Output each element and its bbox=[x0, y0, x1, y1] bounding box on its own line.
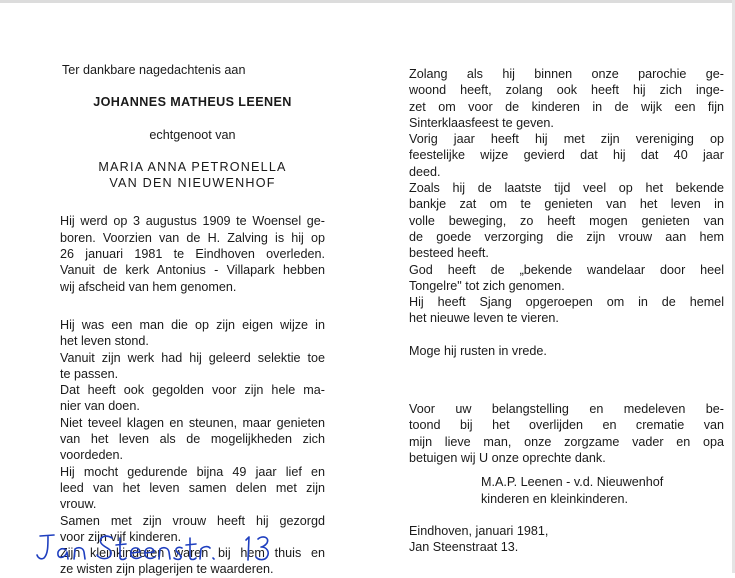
address: Jan Steenstraat 13. bbox=[409, 540, 519, 555]
thanks-paragraph bbox=[409, 401, 724, 466]
text-line: ze wisten zijn plagerijen te waarderen. bbox=[60, 562, 274, 577]
left-column bbox=[60, 62, 325, 578]
top-border bbox=[0, 0, 735, 3]
text-line: leed van het leven samen delen met zijn bbox=[60, 480, 325, 495]
text-line: de goede verzorging die zijn vrouw aan hem bbox=[409, 229, 724, 244]
rest-in-peace-text: Moge hij rusten in vrede. bbox=[409, 343, 547, 358]
deceased-name: JOHANNES MATHEUS LEENEN bbox=[93, 95, 292, 110]
spouse-intro: echtgenoot van bbox=[149, 127, 236, 142]
spouse-name-line1: MARIA ANNA PETRONELLA bbox=[98, 159, 287, 174]
text-line: voordeden. bbox=[60, 448, 124, 463]
text-line: 26 januari 1981 te Eindhoven overleden. bbox=[60, 247, 325, 262]
text-line: Hij werd op 3 augustus 1909 te Woensel ge- bbox=[60, 214, 325, 229]
text-line: Zijn kleinkinderen waren bij hem thuis en bbox=[60, 546, 325, 561]
text-line: besteed heeft. bbox=[409, 246, 489, 261]
spouse-name-line2: VAN DEN NIEUWENHOF bbox=[109, 176, 276, 191]
text-line: zet om voor de kinderen in de wijk een fijn bbox=[409, 99, 724, 114]
text-line: Hij mocht gedurende bijna 49 jaar lief en bbox=[60, 464, 325, 479]
text-line: Zolang als hij binnen onze parochie ge- bbox=[409, 67, 724, 81]
text-line: Vanuit zijn werk had hij geleerd selektie toe bbox=[60, 350, 325, 365]
text-line: Vanuit de kerk Antonius - Villapark hebben bbox=[60, 263, 325, 278]
family-signature-line2: kinderen en kleinkinderen. bbox=[481, 491, 629, 506]
text-line: Hij heeft Sjang opgeroepen om in de hemel bbox=[409, 295, 724, 310]
family-signature: M.A.P. Leenen - v.d. Nieuwenhof bbox=[481, 475, 664, 490]
text-line: Niet teveel klagen en steunen, maar genieten bbox=[60, 415, 325, 430]
text-line: wij afscheid van hem genomen. bbox=[60, 279, 237, 294]
place-date: Eindhoven, januari 1981, bbox=[409, 523, 549, 538]
text-line: feestelijke wijze gevierd dat hij dat 40 jaar bbox=[409, 148, 724, 163]
text-line: mijn lieve man, onze zorgzame vader en opa bbox=[409, 434, 724, 449]
text-line: Voor uw belangstelling en medeleven be- bbox=[409, 402, 724, 417]
intro-text: Ter dankbare nagedachtenis aan bbox=[62, 63, 246, 77]
text-line: bankje zat om te genieten van het leven in bbox=[409, 197, 724, 212]
text-line: Samen met zijn vrouw heeft hij gezorgd bbox=[60, 513, 325, 528]
text-line: van het leven als de mogelijkheden zich bbox=[60, 432, 325, 447]
text-line: Tongelre" tot zich genomen. bbox=[409, 278, 565, 293]
text-line: Zoals hij de laatste tijd veel op het bekende bbox=[409, 181, 724, 196]
text-line: woond heeft, zolang ook heeft hij zich inge- bbox=[409, 83, 724, 98]
text-line: deed. bbox=[409, 164, 441, 179]
text-line: Sinterklaasfeest te geven. bbox=[409, 115, 554, 130]
text-line: Hij was een man die op zijn eigen wijze in bbox=[60, 317, 325, 332]
text-line: God heeft de „bekende wandelaar door heel bbox=[409, 262, 724, 277]
text-line: Vorig jaar heeft hij met zijn vereniging op bbox=[409, 132, 724, 147]
text-line: voor zijn vijf kinderen. bbox=[60, 529, 182, 544]
text-line: Dat heeft ook gegolden voor zijn hele ma- bbox=[60, 383, 325, 398]
text-line: te passen. bbox=[60, 366, 119, 381]
text-line: toond bij het overlijden en crematie van bbox=[409, 418, 724, 433]
text-line: vrouw. bbox=[60, 497, 97, 512]
text-line: het leven stond. bbox=[60, 334, 149, 349]
parish-paragraph bbox=[409, 66, 724, 327]
text-line: boren. Voorzien van de H. Zalving is hij op bbox=[60, 230, 325, 245]
biography-paragraph bbox=[60, 213, 325, 294]
text-line: het nieuwe leven te vieren. bbox=[409, 311, 559, 326]
right-column bbox=[409, 66, 724, 555]
text-line: betuigen wij U onze oprechte dank. bbox=[409, 450, 606, 465]
handwritten-annotation bbox=[32, 528, 292, 568]
text-line: volle beweging, zo heeft mogen genieten van bbox=[409, 213, 724, 228]
text-line: nier van doen. bbox=[60, 399, 140, 414]
handwriting-drawing bbox=[32, 528, 292, 568]
